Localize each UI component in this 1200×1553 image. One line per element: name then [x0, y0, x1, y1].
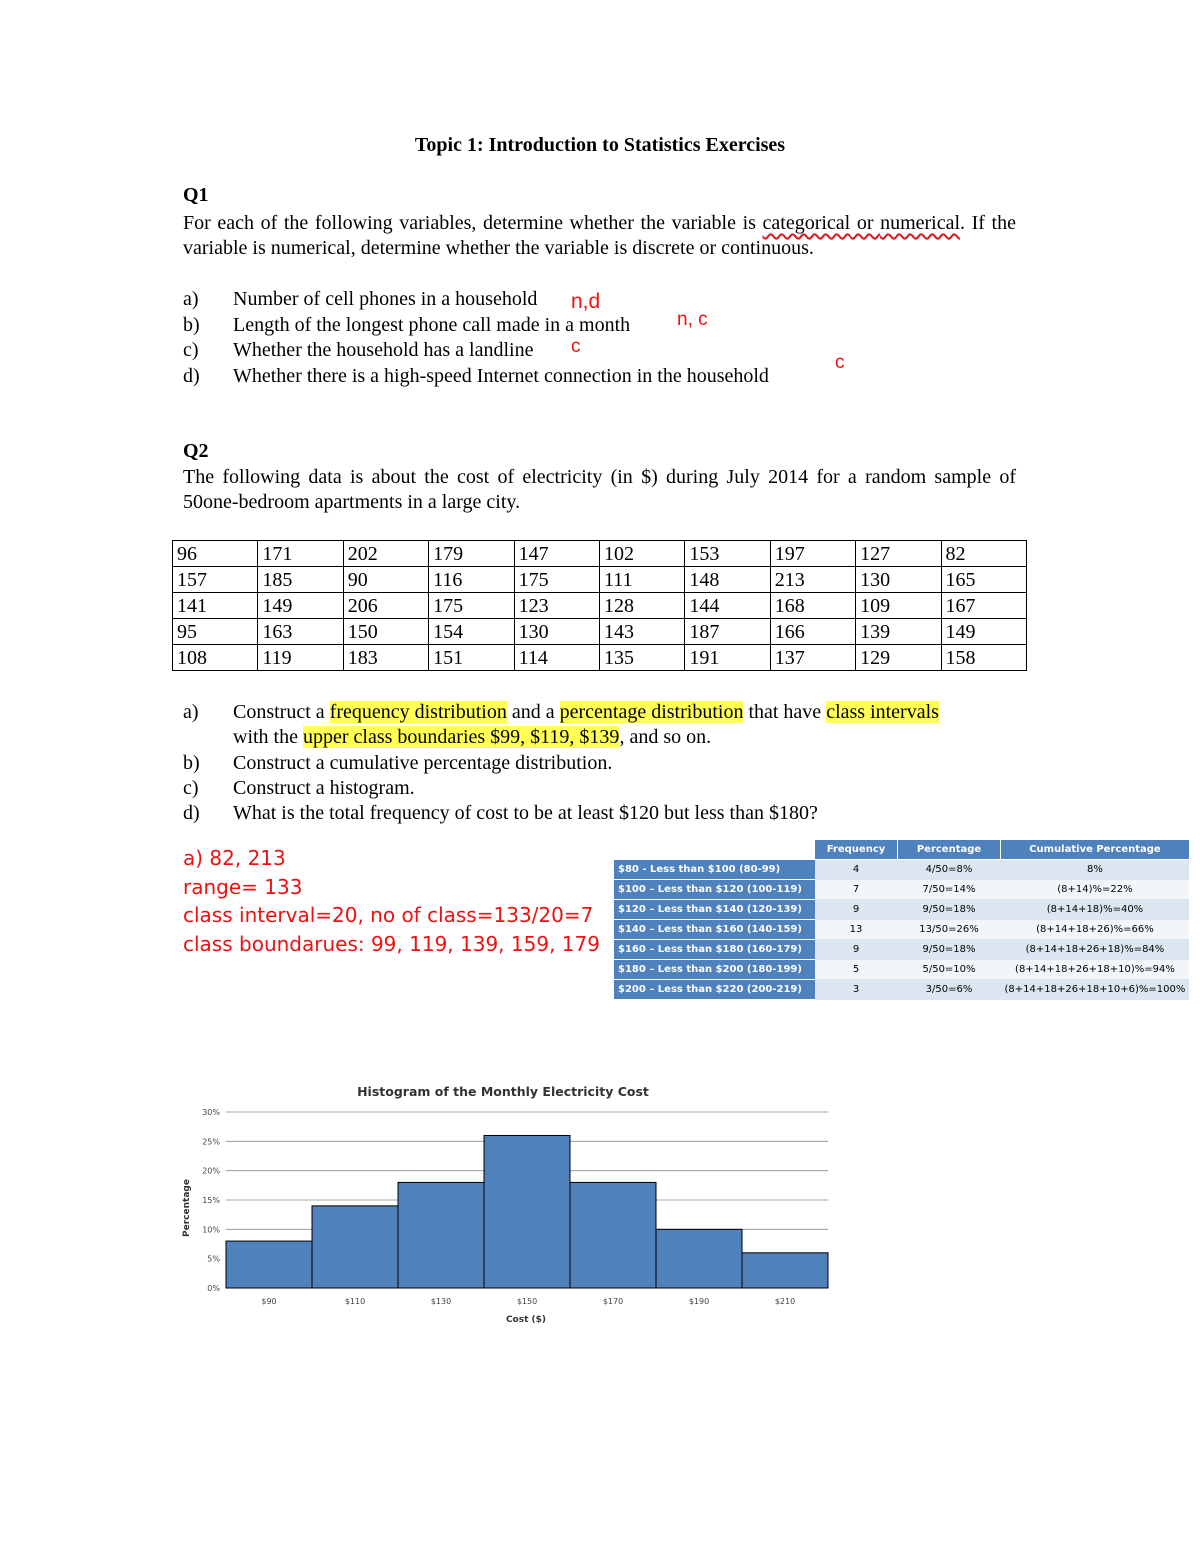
- table-row: [173, 567, 1027, 593]
- y-tick-label: 20%: [202, 1166, 220, 1176]
- q2-item-d-label: d): [183, 802, 200, 824]
- q2-item-c-label: c): [183, 777, 199, 799]
- x-tick-label: $130: [430, 1297, 452, 1306]
- table-cell: 109: [856, 593, 941, 619]
- table-cell: 206: [343, 593, 428, 619]
- q1-item-c-label: c): [183, 339, 199, 361]
- cumulative-cell: (8+14+18+26)%=66%: [1001, 920, 1190, 940]
- class-interval-cell: $100 – Less than $120 (100-119): [614, 880, 815, 900]
- table-cell: 153: [685, 541, 770, 567]
- table-cell: 158: [941, 645, 1026, 671]
- table-cell: 171: [258, 541, 343, 567]
- highlight-class-intervals: class intervals: [826, 701, 939, 723]
- table-cell: 82: [941, 541, 1026, 567]
- table-cell: 116: [429, 567, 514, 593]
- note-line: a) 82, 213: [183, 846, 286, 870]
- q2-item-a-text: with the: [233, 726, 303, 748]
- table-cell: 114: [514, 645, 599, 671]
- table-row: [614, 860, 1189, 880]
- table-cell: 154: [429, 619, 514, 645]
- q2-item-d: [183, 801, 818, 826]
- table-cell: 179: [429, 541, 514, 567]
- table-cell: 183: [343, 645, 428, 671]
- q1-item-a-label: a): [183, 288, 199, 310]
- q1-answer-a: n,d: [571, 290, 601, 313]
- y-tick-label: 25%: [202, 1137, 220, 1147]
- y-tick-label: 30%: [202, 1108, 220, 1117]
- class-interval-cell: $160 – Less than $180 (160-179): [614, 940, 815, 960]
- frequency-cell: 9: [815, 900, 898, 920]
- class-interval-cell: $200 – Less than $220 (200-219): [614, 980, 815, 1000]
- q2-item-b-text: Construct a cumulative percentage distribution.: [233, 752, 613, 774]
- cumulative-cell: (8+14)%=22%: [1001, 880, 1190, 900]
- class-interval-cell: $120 – Less than $140 (120-139): [614, 900, 815, 920]
- percentage-cell: 3/50=6%: [898, 980, 1001, 1000]
- table-cell: 108: [173, 645, 258, 671]
- q2-item-c: [183, 776, 415, 801]
- percentage-cell: 9/50=18%: [898, 940, 1001, 960]
- q2-item-d-text: What is the total frequency of cost to be at least $120 but less than $180?: [233, 802, 818, 824]
- electricity-data-table: [172, 540, 1027, 671]
- table-cell: 137: [770, 645, 855, 671]
- table-cell: 147: [514, 541, 599, 567]
- class-interval-cell: $140 – Less than $160 (140-159): [614, 920, 815, 940]
- cumulative-cell: (8+14+18)%=40%: [1001, 900, 1190, 920]
- table-cell: 167: [941, 593, 1026, 619]
- table-cell: 119: [258, 645, 343, 671]
- header-cumulative-percentage: Cumulative Percentage: [1001, 840, 1190, 860]
- histogram-bar: [398, 1182, 484, 1288]
- table-cell: 157: [173, 567, 258, 593]
- q1-item-c-text: Whether the household has a landline: [233, 339, 534, 361]
- frequency-cell: 9: [815, 940, 898, 960]
- q1-item-a: [183, 287, 537, 312]
- q1-answer-d: c: [835, 352, 845, 373]
- table-cell: 175: [429, 593, 514, 619]
- table-row: [173, 593, 1027, 619]
- table-cell: 168: [770, 593, 855, 619]
- table-row: [614, 920, 1189, 940]
- x-tick-label: $90: [261, 1297, 277, 1306]
- cumulative-cell: (8+14+18+26+18)%=84%: [1001, 940, 1190, 960]
- table-cell: 96: [173, 541, 258, 567]
- chart-title: Histogram of the Monthly Electricity Cost: [357, 1084, 649, 1099]
- frequency-cell: 7: [815, 880, 898, 900]
- table-cell: 148: [685, 567, 770, 593]
- table-header-row: [614, 840, 1189, 860]
- class-interval-cell: $80 - Less than $100 (80-99): [614, 860, 815, 880]
- class-interval-cell: $180 – Less than $200 (180-199): [614, 960, 815, 980]
- table-cell: 185: [258, 567, 343, 593]
- q2-item-a-text: that have: [743, 701, 827, 723]
- header-percentage: Percentage: [898, 840, 1001, 860]
- table-cell: 165: [941, 567, 1026, 593]
- q1-intro-part2: . If the variable is numerical, determine whether the variable is discrete or continuous.: [183, 212, 1016, 259]
- x-tick-label: $210: [774, 1297, 796, 1306]
- table-row: [614, 980, 1189, 1000]
- x-tick-label: $170: [602, 1297, 624, 1306]
- percentage-cell: 4/50=8%: [898, 860, 1001, 880]
- table-row: [614, 880, 1189, 900]
- handwritten-notes: [183, 844, 600, 958]
- table-row: [173, 645, 1027, 671]
- table-cell: 111: [599, 567, 684, 593]
- frequency-cell: 4: [815, 860, 898, 880]
- table-row: [173, 619, 1027, 645]
- table-cell: 197: [770, 541, 855, 567]
- table-cell: 175: [514, 567, 599, 593]
- x-tick-label: $150: [516, 1297, 538, 1306]
- q2-item-a-line1: [183, 700, 939, 725]
- highlight-upper-class-boundaries: upper class boundaries $99, $119, $139: [303, 726, 620, 748]
- y-tick-label: 5%: [207, 1254, 220, 1264]
- q1-item-b: [183, 313, 630, 338]
- histogram-chart: [176, 1078, 851, 1333]
- table-cell: 130: [856, 567, 941, 593]
- note-line: class boundarues: 99, 119, 139, 159, 179: [183, 931, 600, 956]
- q1-word-or: or: [850, 212, 881, 234]
- frequency-cell: 5: [815, 960, 898, 980]
- cumulative-cell: 8%: [1001, 860, 1190, 880]
- table-row: [614, 940, 1189, 960]
- table-cell: 129: [856, 645, 941, 671]
- y-axis-label: Percentage: [182, 1179, 192, 1237]
- q1-item-d: [183, 364, 769, 389]
- q1-item-d-label: d): [183, 365, 200, 387]
- table-cell: 149: [258, 593, 343, 619]
- q2-intro: The following data is about the cost of electricity (in $) during July 2014 for a random sample of 50one-bedroom apartments in a large city.: [183, 466, 1016, 513]
- q1-item-a-text: Number of cell phones in a household: [233, 288, 538, 310]
- q1-heading: Q1: [183, 184, 209, 206]
- note-line: range= 133: [183, 874, 303, 899]
- cumulative-cell: (8+14+18+26+18+10+6)%=100%: [1001, 980, 1190, 1000]
- histogram-bar: [742, 1253, 828, 1288]
- table-cell: 127: [856, 541, 941, 567]
- histogram-bar: [484, 1135, 570, 1288]
- table-cell: 191: [685, 645, 770, 671]
- x-axis-label: Cost ($): [505, 1315, 547, 1325]
- q1-answer-c: c: [571, 336, 581, 357]
- histogram-bar: [226, 1241, 312, 1288]
- table-cell: 95: [173, 619, 258, 645]
- histogram-bar: [312, 1206, 398, 1288]
- percentage-cell: 9/50=18%: [898, 900, 1001, 920]
- q1-word-numerical: numerical: [880, 212, 961, 234]
- table-cell: 123: [514, 593, 599, 619]
- table-cell: 143: [599, 619, 684, 645]
- table-cell: 144: [685, 593, 770, 619]
- q2-heading: Q2: [183, 440, 209, 462]
- percentage-cell: 5/50=10%: [898, 960, 1001, 980]
- q2-item-a-text: Construct a: [233, 701, 330, 723]
- q2-item-b: [183, 751, 612, 776]
- q2-item-a-text: , and so on.: [619, 726, 712, 748]
- x-tick-label: $110: [344, 1297, 366, 1306]
- q1-item-b-label: b): [183, 314, 200, 336]
- y-tick-label: 0%: [207, 1284, 220, 1293]
- highlight-percentage-distribution: percentage distribution: [559, 701, 744, 723]
- table-cell: 150: [343, 619, 428, 645]
- table-row: [614, 900, 1189, 920]
- q2-item-a-text: and a: [506, 701, 560, 723]
- table-cell: 202: [343, 541, 428, 567]
- table-cell: 102: [599, 541, 684, 567]
- header-blank: [614, 840, 815, 860]
- table-cell: 149: [941, 619, 1026, 645]
- q1-intro: [183, 211, 1016, 261]
- table-cell: 141: [173, 593, 258, 619]
- table-cell: 90: [343, 567, 428, 593]
- q2-item-a-line2: [233, 725, 711, 750]
- percentage-cell: 13/50=26%: [898, 920, 1001, 940]
- x-tick-label: $190: [688, 1297, 710, 1306]
- table-cell: 130: [514, 619, 599, 645]
- histogram-bar: [656, 1229, 742, 1288]
- q1-answer-b: n, c: [677, 309, 708, 330]
- y-tick-label: 10%: [202, 1225, 220, 1235]
- table-cell: 213: [770, 567, 855, 593]
- q1-item-c: [183, 338, 533, 363]
- page-title: Topic 1: Introduction to Statistics Exercises: [414, 134, 786, 156]
- table-cell: 139: [856, 619, 941, 645]
- cumulative-cell: (8+14+18+26+18+10)%=94%: [1001, 960, 1190, 980]
- table-cell: 135: [599, 645, 684, 671]
- highlight-frequency-distribution: frequency distribution: [329, 701, 507, 723]
- percentage-cell: 7/50=14%: [898, 880, 1001, 900]
- table-row: [173, 541, 1027, 567]
- frequency-distribution-table: [614, 839, 1190, 1000]
- q2-item-c-text: Construct a histogram.: [233, 777, 415, 799]
- table-row: [614, 960, 1189, 980]
- q1-item-d-text: Whether there is a high-speed Internet connection in the household: [233, 365, 769, 387]
- frequency-cell: 13: [815, 920, 898, 940]
- q1-intro-part1: For each of the following variables, determine whether the variable is: [183, 212, 763, 234]
- y-tick-label: 15%: [202, 1196, 220, 1205]
- q1-item-b-text: Length of the longest phone call made in a month: [233, 314, 631, 336]
- q1-word-categorical: categorical: [762, 212, 851, 234]
- frequency-cell: 3: [815, 980, 898, 1000]
- header-frequency: Frequency: [815, 840, 898, 860]
- q2-item-a-label: a): [183, 701, 199, 723]
- histogram-bar: [570, 1182, 656, 1288]
- table-cell: 166: [770, 619, 855, 645]
- q2-item-b-label: b): [183, 752, 200, 774]
- table-cell: 128: [599, 593, 684, 619]
- table-cell: 163: [258, 619, 343, 645]
- table-cell: 187: [685, 619, 770, 645]
- note-line: class interval=20, no of class=133/20=7: [183, 903, 594, 927]
- table-cell: 151: [429, 645, 514, 671]
